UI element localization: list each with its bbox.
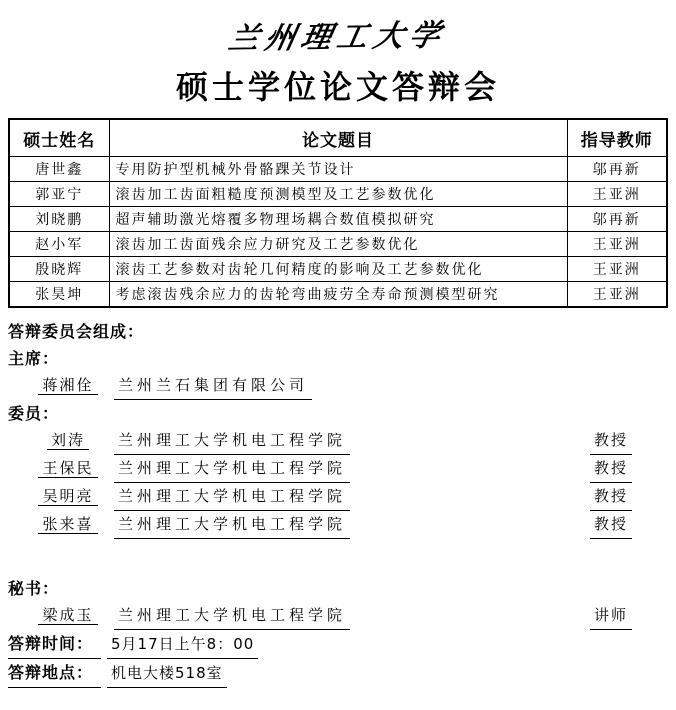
member-affiliation: 兰州理工大学机电工程学院 bbox=[114, 483, 350, 511]
student-name-cell: 刘晓鹏 bbox=[9, 207, 109, 232]
chair-row bbox=[8, 372, 668, 400]
defense-time-value: 5月17日上午8：00 bbox=[107, 630, 258, 659]
member-affiliation: 兰州理工大学机电工程学院 bbox=[114, 511, 350, 539]
member-title: 教授 bbox=[590, 427, 632, 455]
thesis-title-cell: 超声辅助激光熔覆多物理场耦合数值模拟研究 bbox=[109, 207, 567, 232]
thesis-title-cell: 滚齿加工齿面粗糙度预测模型及工艺参数优化 bbox=[109, 182, 567, 207]
member-name: 张来喜 bbox=[38, 515, 97, 534]
defense-place-row bbox=[8, 659, 668, 688]
thesis-table bbox=[8, 118, 668, 308]
secretary-label: 秘书： bbox=[8, 579, 60, 598]
student-name-cell: 赵小军 bbox=[9, 232, 109, 257]
thesis-title-cell: 滚齿工艺参数对齿轮几何精度的影响及工艺参数优化 bbox=[109, 257, 567, 282]
advisor-cell: 王亚洲 bbox=[567, 182, 667, 207]
column-header-thesis-title: 论文题目 bbox=[109, 119, 567, 157]
secretary-name: 梁成玉 bbox=[38, 606, 97, 625]
chair-label: 主席： bbox=[8, 349, 60, 368]
member-title: 教授 bbox=[590, 455, 632, 483]
table-row bbox=[9, 282, 667, 308]
student-name-cell: 殷晓辉 bbox=[9, 257, 109, 282]
member-affiliation: 兰州理工大学机电工程学院 bbox=[114, 427, 350, 455]
member-affiliation: 兰州理工大学机电工程学院 bbox=[114, 455, 350, 483]
member-title: 教授 bbox=[590, 483, 632, 511]
student-name-cell: 唐世鑫 bbox=[9, 157, 109, 182]
column-header-student-name: 硕士姓名 bbox=[9, 119, 109, 157]
chair-affiliation: 兰州兰石集团有限公司 bbox=[114, 372, 312, 400]
chair-name: 蒋湘佺 bbox=[38, 376, 97, 395]
secretary-name-box bbox=[28, 602, 108, 629]
page-title: 硕士学位论文答辩会 bbox=[175, 68, 500, 106]
student-name-cell: 张昊坤 bbox=[9, 282, 109, 308]
thesis-title-cell: 考虑滚齿残余应力的齿轮弯曲疲劳全寿命预测模型研究 bbox=[109, 282, 567, 308]
table-row bbox=[9, 232, 667, 257]
advisor-cell: 王亚洲 bbox=[567, 232, 667, 257]
student-name-cell: 郭亚宁 bbox=[9, 182, 109, 207]
advisor-cell: 王亚洲 bbox=[567, 282, 667, 308]
thesis-title-cell: 专用防护型机械外骨骼踝关节设计 bbox=[109, 157, 567, 182]
secretary-affiliation: 兰州理工大学机电工程学院 bbox=[114, 602, 350, 630]
table-row bbox=[9, 157, 667, 182]
committee-heading: 答辩委员会组成： bbox=[8, 322, 145, 341]
member-row bbox=[8, 455, 668, 483]
member-name: 王保民 bbox=[38, 459, 97, 478]
member-title: 教授 bbox=[590, 511, 632, 539]
advisor-cell: 邬再新 bbox=[567, 157, 667, 182]
member-row bbox=[8, 427, 668, 455]
defense-time-label: 答辩时间： bbox=[8, 630, 101, 659]
member-name-box bbox=[28, 427, 108, 454]
defense-place-value: 机电大楼518室 bbox=[107, 659, 227, 688]
university-logo-calligraphy: 兰州理工大学 bbox=[225, 18, 450, 57]
member-name: 刘涛 bbox=[47, 431, 89, 450]
member-row bbox=[8, 511, 668, 539]
header bbox=[8, 12, 668, 60]
secretary-row bbox=[8, 602, 668, 630]
table-row bbox=[9, 257, 667, 282]
member-name: 吴明亮 bbox=[38, 487, 97, 506]
member-name-box bbox=[28, 483, 108, 510]
advisor-cell: 邬再新 bbox=[567, 207, 667, 232]
defense-time-row bbox=[8, 630, 668, 659]
defense-place-label: 答辩地点： bbox=[8, 659, 101, 688]
table-header-row bbox=[9, 119, 667, 157]
chair-name-box bbox=[28, 372, 108, 399]
members-label: 委员： bbox=[8, 404, 60, 423]
column-header-advisor: 指导教师 bbox=[567, 119, 667, 157]
thesis-title-cell: 滚齿加工齿面残余应力研究及工艺参数优化 bbox=[109, 232, 567, 257]
member-name-box bbox=[28, 511, 108, 538]
table-row bbox=[9, 182, 667, 207]
advisor-cell: 王亚洲 bbox=[567, 257, 667, 282]
member-row bbox=[8, 483, 668, 511]
member-name-box bbox=[28, 455, 108, 482]
secretary-title: 讲师 bbox=[590, 602, 632, 630]
table-row bbox=[9, 207, 667, 232]
